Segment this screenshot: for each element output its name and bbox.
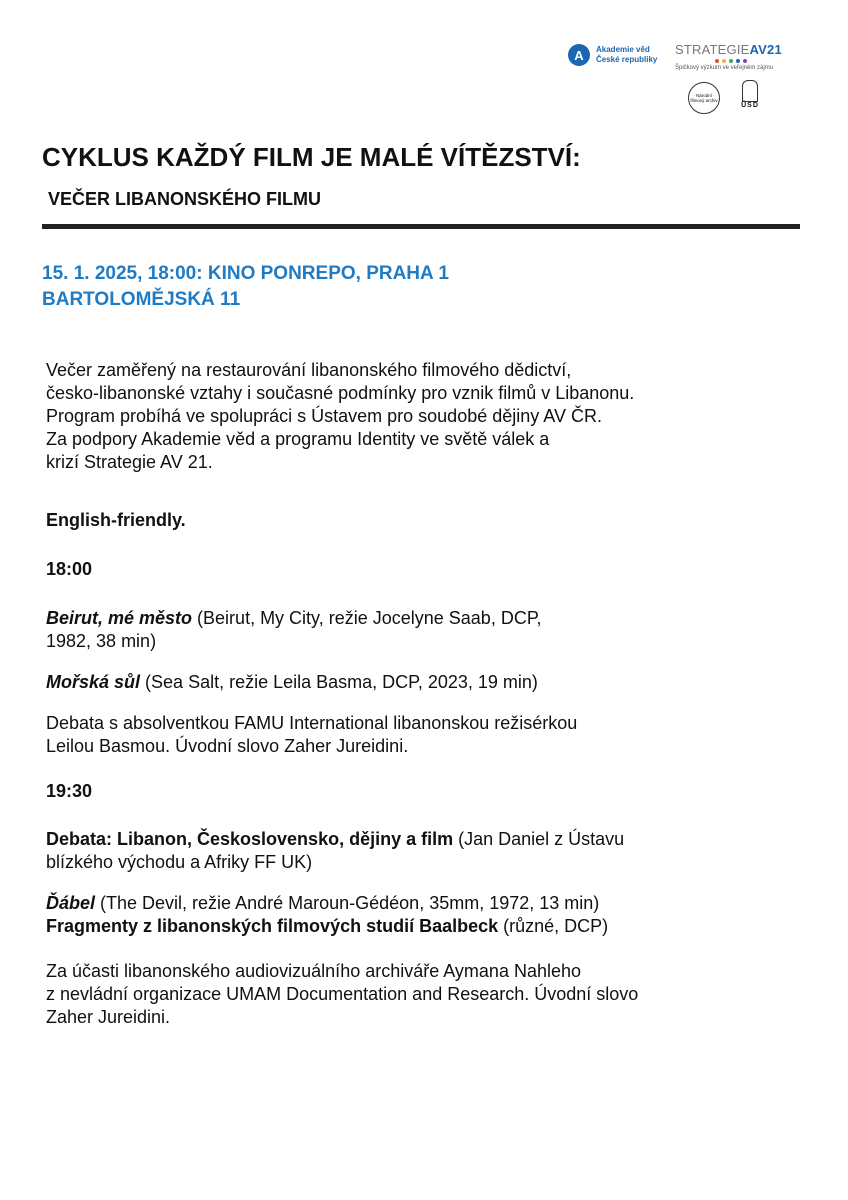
nfa-logo (688, 82, 720, 114)
academy-mark-icon: A (568, 44, 590, 66)
film-fragments (46, 915, 806, 938)
debate-line: Leilou Basmou. Úvodní slovo Zaher Jureidini. (46, 736, 409, 756)
closing-line: z nevládní organizace UMAM Documentation and Research. Úvodní slovo (46, 984, 639, 1004)
usd-logo (738, 80, 762, 109)
debate-line: Debata s absolventkou FAMU International libanonskou režisérkou (46, 713, 578, 733)
divider (42, 224, 800, 229)
debate-title: Debata: Libanon, Československo, dějiny a film (46, 829, 454, 849)
academy-logo (568, 44, 657, 66)
intro-line: česko-libanonské vztahy i současné podmínky pro vznik filmů v Libanonu. (46, 383, 635, 403)
intro-line: krizí Strategie AV 21. (46, 452, 213, 472)
time-1930: 19:30 (46, 781, 93, 801)
film-info: (Beirut, My City, režie Jocelyne Saab, DCP, (192, 608, 542, 628)
film-beirut-cont: 1982, 38 min) (46, 631, 157, 651)
closing-line: Zaher Jureidini. (46, 1007, 171, 1027)
film-title: Beirut, mé město (46, 608, 193, 628)
film-info: (Sea Salt, režie Leila Basma, DCP, 2023, 19 min) (140, 672, 538, 692)
film-beirut (46, 607, 806, 630)
event-datetime-line: 15. 1. 2025, 18:00: KINO PONREPO, PRAHA 1 (42, 263, 449, 284)
intro-line: Večer zaměřený na restaurování libanonského filmového dědictví, (46, 360, 572, 380)
film-title: Fragmenty z libanonských filmových studií Baalbeck (46, 916, 499, 936)
nfa-logo-text: Národní filmový archiv (690, 92, 718, 103)
english-friendly-note: English-friendly. (46, 510, 186, 530)
logo-area (560, 40, 820, 120)
film-info: (různé, DCP) (498, 916, 609, 936)
strategie-logo (675, 42, 782, 71)
time-1800: 18:00 (46, 559, 93, 579)
strategie-subtitle: Špičkový výzkum ve veřejném zájmu (675, 65, 774, 71)
debate-history (46, 828, 806, 851)
program-body (46, 359, 806, 1029)
film-devil (46, 892, 806, 915)
strategie-suffix: AV21 (749, 42, 782, 57)
film-sea-salt (46, 671, 806, 694)
building-icon (742, 80, 758, 102)
film-title: Ďábel (46, 893, 96, 913)
intro-line: Program probíhá ve spolupráci s Ústavem pro soudobé dějiny AV ČR. (46, 406, 602, 426)
academy-name-line1: Akademie věd (596, 45, 650, 54)
event-address-line: BARTOLOMĚJSKÁ 11 (42, 289, 241, 310)
academy-name-line2: České republiky (596, 55, 658, 64)
event-date-venue (42, 261, 449, 313)
debate-info: (Jan Daniel z Ústavu (453, 829, 625, 849)
page-title: CYKLUS KAŽDÝ FILM JE MALÉ VÍTĚZSTVÍ: (42, 142, 581, 172)
page-subtitle: VEČER LIBANONSKÉHO FILMU (48, 189, 322, 209)
film-info: (The Devil, režie André Maroun-Gédéon, 35mm, 1972, 13 min) (95, 893, 600, 913)
strategie-prefix: STRATEGIE (675, 42, 750, 57)
strategie-dots-icon (715, 59, 782, 63)
usd-logo-text: ÚSD (741, 102, 759, 109)
intro-line: Za podpory Akademie věd a programu Identity ve světě válek a (46, 429, 550, 449)
debate-history-cont: blízkého východu a Afriky FF UK) (46, 852, 313, 872)
closing-line: Za účasti libanonského audiovizuálního archiváře Aymana Nahleho (46, 961, 582, 981)
film-title: Mořská sůl (46, 672, 141, 692)
